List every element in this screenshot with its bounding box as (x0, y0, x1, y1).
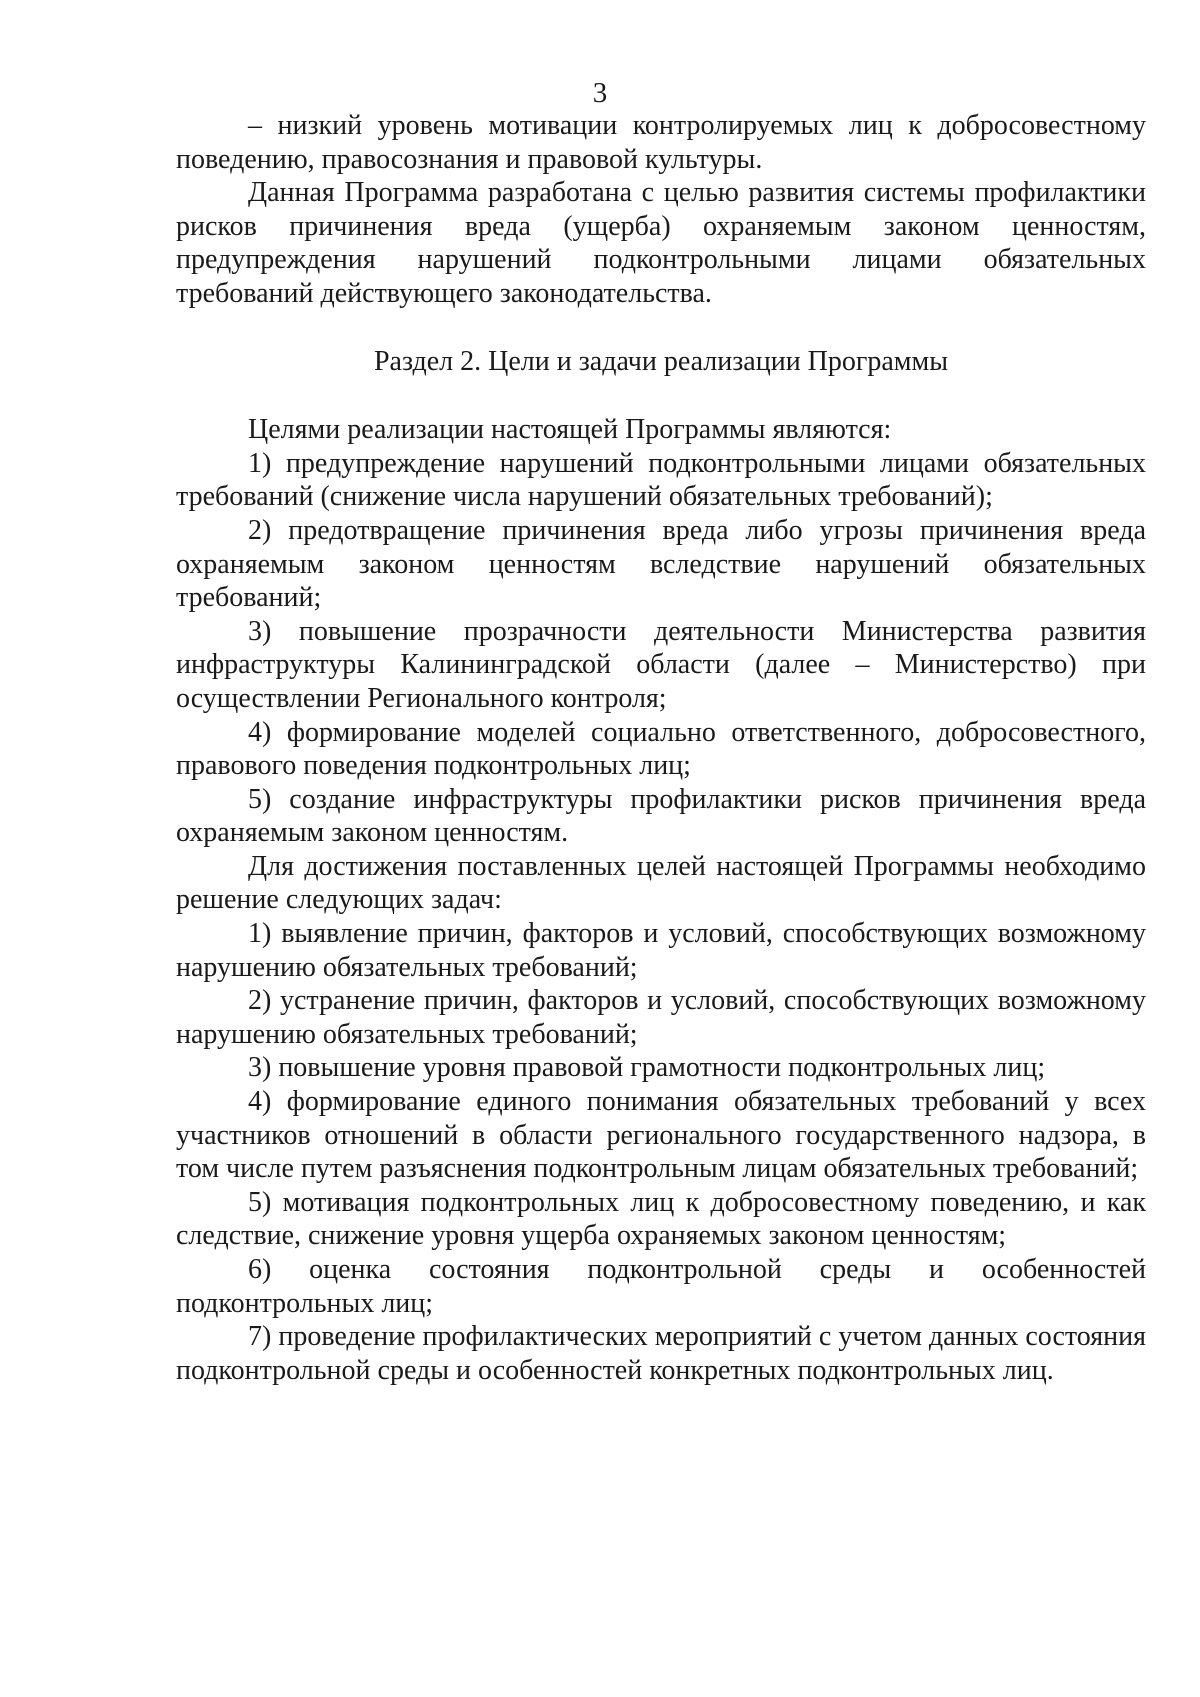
task-item: 7) проведение профилактических мероприятий с учетом данных состояния подконтрольной среды и особенностей конкретных подконтрольных лиц. (176, 1321, 1146, 1386)
page-number: 3 (592, 77, 608, 109)
task-item: 3) повышение уровня правовой грамотности подконтрольных лиц; (248, 1052, 1046, 1084)
goal-item: 5) создание инфраструктуры профилактики рисков причинения вреда охраняемым законом ценностям. (176, 783, 1146, 849)
task-item: 1) выявление причин, факторов и условий, способствующих возможному нарушению обязательных требований; (176, 918, 1146, 983)
task-item: 4) формирование единого понимания обязательных требований у всех участников отношений в области регионального государственного надзора, в том числе путем разъяснения подконтрольным лицам обязательных требований; (176, 1086, 1146, 1185)
goal-item: 4) формирование моделей социально ответственного, добросовестного, правового поведения подконтрольных лиц; (176, 716, 1146, 782)
tasks-intro-paragraph: Для достижения поставленных целей настоящей Программы необходимо решение следующих задач: (176, 850, 1146, 916)
task-item: 2) устранение причин, факторов и условий, способствующих возможному нарушению обязательных требований; (176, 985, 1146, 1050)
task-item: 5) мотивация подконтрольных лиц к добросовестному поведению, и как следствие, снижение уровня ущерба охраняемых законом ценностям; (176, 1186, 1146, 1252)
goals-intro-paragraph: Целями реализации настоящей Программы являются: (248, 414, 892, 446)
intro-purpose-paragraph: Данная Программа разработана с целью развития системы профилактики рисков причинения вреда (ущерба) охраняемым законом ценностям, предупреждения нарушений подконтрольными лицами обязательных требований действующего законодательства. (176, 177, 1146, 309)
goal-item: 3) повышение прозрачности деятельности Министерства развития инфраструктуры Калининградской области (далее – Министерство) при осуществлении Регионального контроля; (176, 615, 1146, 714)
goal-item: 2) предотвращение причинения вреда либо угрозы причинения вреда охраняемым законом ценностям вследствие нарушений обязательных требований; (176, 514, 1146, 614)
goal-item: 1) предупреждение нарушений подконтрольными лицами обязательных требований (снижение числа нарушений обязательных требований); (176, 447, 1146, 513)
document-body (176, 109, 1146, 1387)
section-heading: Раздел 2. Цели и задачи реализации Программы (373, 345, 949, 377)
intro-bullet-paragraph: – низкий уровень мотивации контролируемых лиц к добросовестному поведению, правосознания и правовой культуры. (176, 110, 1146, 175)
task-item: 6) оценка состояния подконтрольной среды и особенностей подконтрольных лиц; (176, 1254, 1146, 1319)
